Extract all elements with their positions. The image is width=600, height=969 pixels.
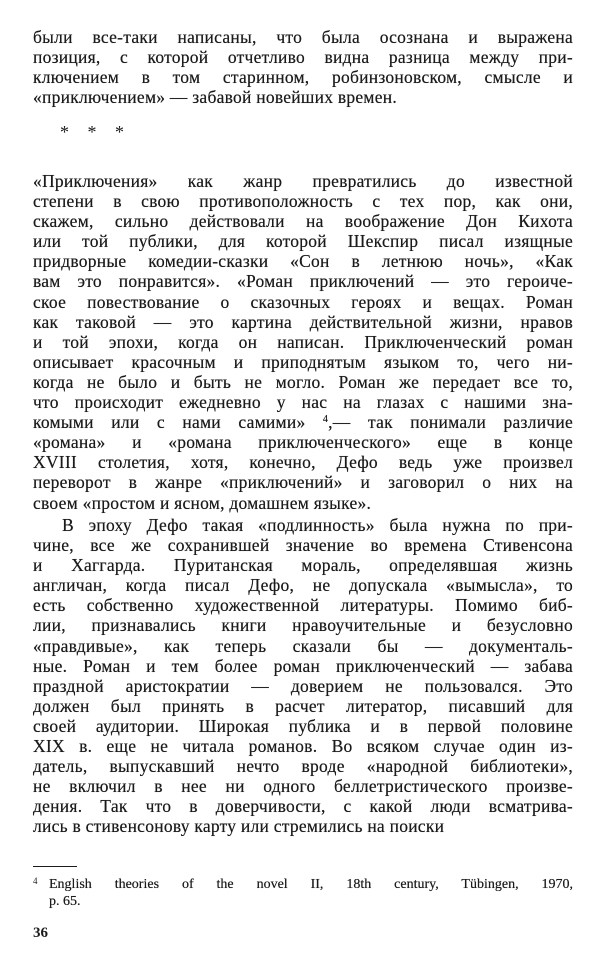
text-line-content: скажем, сильно действовали на воображение Дон Кихота — [33, 211, 573, 232]
text-line — [33, 392, 573, 412]
text-line-content: лии, признавались книги нравоучительные и безусловно — [33, 615, 573, 636]
text-line-content: ные. Роман и тем более роман приключенческий — забава — [33, 655, 573, 676]
text-line-content: вам это понравится». «Роман приключений — это героиче- — [33, 271, 573, 292]
text-line-content: степени в свою противоположность с тех пор, как они, — [33, 191, 573, 212]
text-line-content: или той публики, для которой Шекспир писал изящные — [33, 231, 573, 252]
text-line-content: лись в стивенсонову карту или стремились на поиски — [33, 816, 445, 837]
footnote-line: p. 65. — [49, 894, 81, 909]
text-line — [33, 676, 573, 696]
text-line-content: и той эпохи, когда он написан. Приключенческий роман — [33, 331, 573, 352]
text-line — [33, 67, 573, 87]
text-line — [33, 171, 573, 191]
text-line — [33, 332, 573, 352]
text-line — [33, 251, 573, 271]
text-line — [33, 716, 573, 736]
text-line-content: придворные комедии-сказки «Сон в летнюю ночь», «Как — [33, 251, 573, 272]
text-line — [33, 575, 573, 595]
text-line — [33, 535, 573, 555]
text-line — [33, 636, 573, 656]
text-line — [33, 756, 573, 776]
paragraph-defoe-era — [33, 515, 573, 837]
text-line — [33, 27, 573, 47]
text-line — [33, 736, 573, 756]
footnote-reference[interactable]: 4 — [322, 414, 329, 426]
text-line-content: XIX в. еще не читала романов. Во всяком случае один из- — [33, 736, 573, 757]
text-line — [33, 555, 573, 575]
text-line — [33, 372, 573, 392]
footnote-divider — [33, 866, 77, 867]
text-line-content: англичан, когда писал Дефо, не допускала «вымысла», то — [33, 575, 573, 596]
paragraph-adventures-genre — [33, 171, 573, 513]
text-line — [33, 312, 573, 332]
section-separator: * * * — [60, 122, 124, 142]
text-line — [33, 191, 573, 211]
text-line-content: описывает красочным и приподнятым языком то, чего ни- — [33, 351, 573, 372]
text-line — [33, 292, 573, 312]
text-line-content: что происходит ежедневно у нас на глазах с нашими зна- — [33, 392, 573, 413]
text-line — [33, 595, 573, 615]
text-line — [33, 493, 573, 513]
text-line-content: ское повествование о сказочных героях и вещах. Роман — [33, 291, 573, 312]
text-line — [33, 211, 573, 231]
text-line-content: своем «простом и ясном, домашнем языке». — [33, 492, 372, 513]
text-line-content: XVIII столетия, хотя, конечно, Дефо ведь уже произвел — [33, 452, 573, 473]
text-line-content: комыми или с нами самими» — [33, 412, 306, 433]
text-line — [33, 472, 573, 492]
text-line-content: «приключением» — забавой новейших времен. — [33, 87, 397, 108]
text-line — [33, 87, 573, 107]
text-line — [33, 231, 573, 251]
text-line-content: праздной аристократии — доверием не пользовался. Это — [33, 675, 573, 696]
text-line — [33, 452, 573, 472]
footnote-line: English theories of the novel II, 18th century, Tübingen, 1970, — [49, 877, 573, 892]
text-line-content: позиция, с которой отчетливо видна разница между при- — [33, 47, 573, 68]
text-line — [33, 271, 573, 291]
text-line-content: должен был принять в расчет литератор, писавший для — [33, 695, 573, 716]
text-line-content: «Приключения» как жанр превратились до известной — [33, 171, 573, 191]
text-line-content: «правдивые», как теперь сказали бы — документаль- — [33, 635, 573, 656]
text-line-content: ,— так понимали различие — [328, 412, 573, 433]
text-line — [33, 796, 573, 816]
text-line-content: дения. Так что в доверчивости, с какой люди всматрива- — [33, 796, 573, 817]
text-line — [33, 352, 573, 372]
text-line-content: переворот в жанре «приключений» и заговорил о них на — [33, 472, 573, 493]
text-line-content: «романа» и «романа приключенческого» еще в конце — [33, 432, 573, 453]
text-line-content: и Хаггарда. Пуританская мораль, определявшая жизнь — [33, 555, 573, 576]
text-line — [33, 47, 573, 67]
text-line-content: как таковой — это картина действительной жизни, нравов — [33, 311, 573, 332]
text-line-content: были все-таки написаны, что была осознана и выражена — [33, 27, 573, 47]
text-line — [33, 776, 573, 796]
text-line-content: не включил в нее ни одного беллетристического произве- — [33, 776, 573, 797]
text-line — [33, 696, 573, 716]
text-line — [33, 432, 573, 452]
text-line — [33, 656, 573, 676]
footnote — [33, 876, 573, 910]
text-line — [33, 515, 573, 535]
text-line-content: В эпоху Дефо такая «подлинность» была нужна по при- — [62, 515, 573, 535]
text-line — [33, 816, 573, 836]
text-line — [33, 412, 573, 432]
text-line-content: своей аудитории. Широкая публика и в первой половине — [33, 715, 573, 736]
footnote-marker: 4 — [33, 876, 38, 886]
text-line — [33, 615, 573, 635]
text-line-content: когда не было и быть не могло. Роман же передает все то, — [33, 371, 573, 392]
text-line-content: есть собственно художественной литературы. Помимо биб- — [33, 595, 573, 616]
text-line-content: чине, все же сохранившей значение во времена Стивенсона — [33, 535, 573, 556]
text-line-content: ключением в том старинном, робинзоновском, смысле и — [33, 67, 573, 88]
paragraph-continuation — [33, 27, 573, 107]
text-line-content: датель, выпускавший нечто вроде «народной библиотеки», — [33, 756, 573, 777]
page-number: 36 — [33, 925, 48, 941]
